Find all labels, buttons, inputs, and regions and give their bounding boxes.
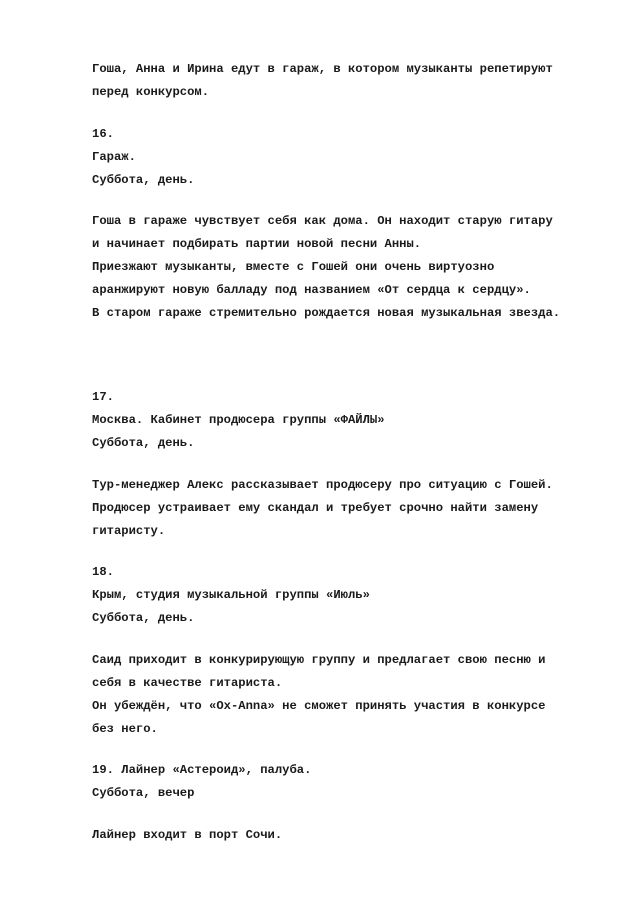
text-line: Он убеждён, что «Ох-Anna» не сможет принять участия в конкурсе bbox=[92, 699, 546, 713]
text-line: Приезжают музыканты, вместе с Гошей они очень виртуозно bbox=[92, 260, 495, 274]
text-line: и начинает подбирать партии новой песни Анны. bbox=[92, 237, 422, 251]
scene-location: Москва. Кабинет продюсера группы «ФАЙЛЫ» bbox=[92, 413, 385, 427]
text-line: Гоша, Анна и Ирина едут в гараж, в котором музыканты репетируют bbox=[92, 62, 553, 76]
scene-number: 18. bbox=[92, 565, 114, 579]
text-line: аранжируют новую балладу под названием «От сердца к сердцу». bbox=[92, 283, 531, 297]
scene-time: Суббота, день. bbox=[92, 436, 195, 450]
scene-heading: 19. Лайнер «Астероид», палуба. bbox=[92, 763, 312, 777]
text-line: Тур-менеджер Алекс рассказывает продюсеру про ситуацию с Гошей. bbox=[92, 478, 553, 492]
scene-time: Суббота, день. bbox=[92, 611, 195, 625]
scene-location: Гараж. bbox=[92, 150, 136, 164]
text-line: себя в качестве гитариста. bbox=[92, 676, 283, 690]
scene-number: 17. bbox=[92, 390, 114, 404]
scene-number: 16. bbox=[92, 127, 114, 141]
text-line: Лайнер входит в порт Сочи. bbox=[92, 828, 283, 842]
text-line: перед конкурсом. bbox=[92, 85, 210, 99]
text-line: В старом гараже стремительно рождается новая музыкальная звезда. bbox=[92, 306, 561, 320]
text-line: Гоша в гараже чувствует себя как дома. Он находит старую гитару bbox=[92, 214, 553, 228]
text-line: Продюсер устраивает ему скандал и требует срочно найти замену bbox=[92, 501, 539, 515]
scene-time: Суббота, вечер bbox=[92, 786, 195, 800]
scene-location: Крым, студия музыкальной группы «Июль» bbox=[92, 588, 370, 602]
scene-time: Суббота, день. bbox=[92, 173, 195, 187]
text-line: Саид приходит в конкурирующую группу и предлагает свою песню и bbox=[92, 653, 546, 667]
text-line: гитаристу. bbox=[92, 524, 166, 538]
text-line: без него. bbox=[92, 722, 158, 736]
